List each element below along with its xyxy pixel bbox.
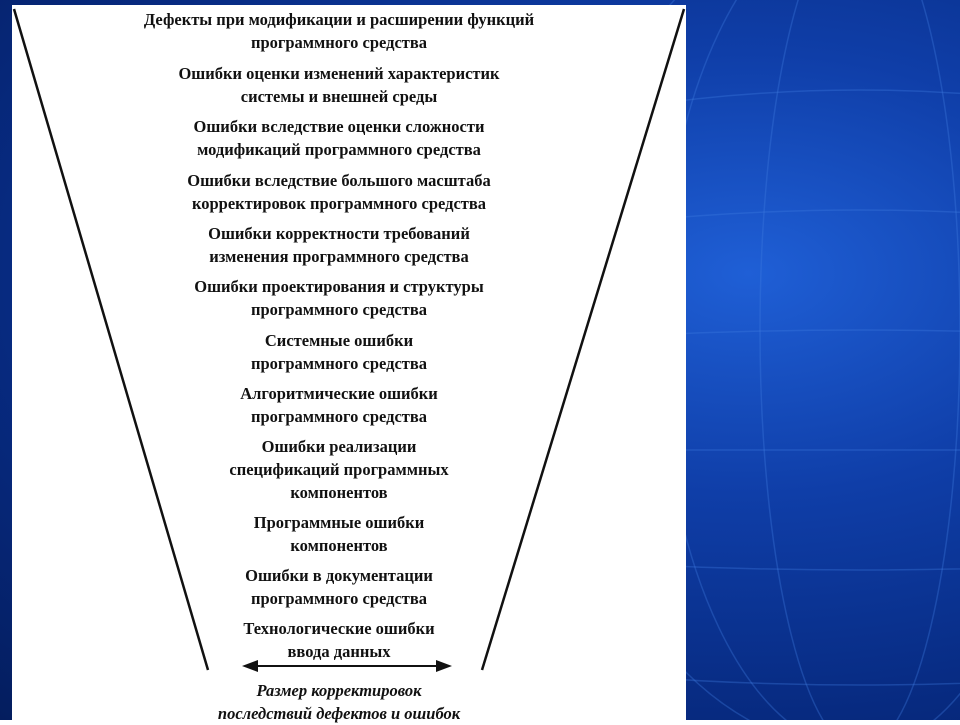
funnel-layer-10: Программные ошибки компонентов <box>253 513 425 555</box>
funnel-layer-4: Ошибки вследствие большого масштаба корректировок программного средства <box>187 171 491 213</box>
diagram-caption: Размер корректировок последствий дефектов и ошибок <box>217 681 461 723</box>
funnel-layer-9: Ошибки реализации спецификаций программных компонентов <box>229 437 449 502</box>
funnel-layer-6: Ошибки проектирования и структуры программного средства <box>194 277 484 319</box>
funnel-layer-7: Системные ошибки программного средства <box>250 331 428 373</box>
funnel-layer-5: Ошибки корректности требований изменения программного средства <box>208 224 470 266</box>
funnel-layer-3: Ошибки вследствие оценки сложности модификаций программного средства <box>193 117 485 159</box>
funnel-layer-2: Ошибки оценки изменений характеристик системы и внешней среды <box>178 64 500 106</box>
funnel-layer-11: Ошибки в документации программного средства <box>245 566 433 608</box>
funnel-layer-12: Технологические ошибки ввода данных <box>243 619 435 661</box>
funnel-layer-1: Дефекты при модификации и расширении функций программного средства <box>143 10 535 52</box>
funnel-layer-8: Алгоритмические ошибки программного средства <box>240 384 438 426</box>
diagram-panel <box>12 5 686 723</box>
